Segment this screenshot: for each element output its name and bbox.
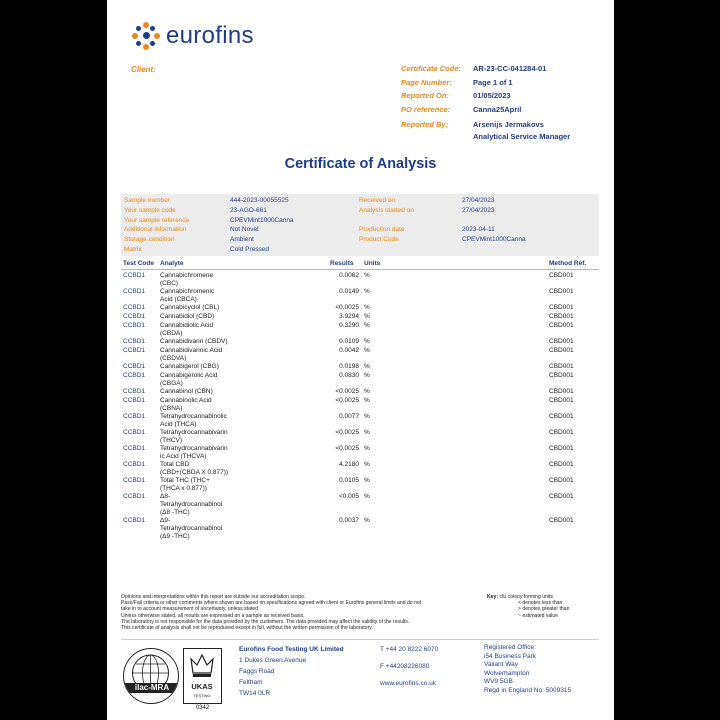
sample-label: Your sample reference bbox=[124, 216, 190, 224]
analyte-name bbox=[160, 461, 240, 477]
key-line: < denotes less than bbox=[518, 600, 563, 607]
analyte-line: Tetrahydrocannabinol bbox=[160, 501, 223, 508]
key-line: > denotes greater than bbox=[518, 606, 570, 613]
analyte-name bbox=[160, 413, 240, 429]
test-code: CCBD1 bbox=[123, 372, 146, 379]
analyte-line: Cannabigerolic Acid bbox=[160, 372, 218, 379]
sample-value: 444-2023-00055525 bbox=[230, 197, 289, 204]
key-line: ~ estimated value bbox=[518, 612, 559, 619]
disclaimer-line: This certificate of analysis shall not be reproduced except in full, without the written permission of the laboratory. bbox=[121, 625, 373, 632]
method-ref: CBD001 bbox=[549, 322, 574, 329]
analyte-name bbox=[160, 445, 240, 461]
sample-row bbox=[121, 226, 599, 235]
method-ref: CBD001 bbox=[549, 363, 574, 370]
result-unit: % bbox=[364, 388, 370, 395]
analyte-line: Cannabichromene bbox=[160, 272, 214, 279]
method-ref: CBD001 bbox=[549, 372, 574, 379]
result-value: 0.0198 bbox=[339, 363, 359, 370]
key-legend bbox=[487, 594, 597, 619]
result-value: 4.2180 bbox=[339, 461, 359, 468]
registered-line: WV9 5GB bbox=[484, 678, 513, 686]
sample-row bbox=[121, 207, 599, 216]
analyte-line: Acid (CBCA) bbox=[160, 296, 197, 303]
analyte-name bbox=[160, 372, 240, 388]
sample-row bbox=[121, 236, 599, 245]
phone-number: T +44 20 8222 6070 bbox=[380, 646, 439, 653]
method-ref: CBD001 bbox=[549, 445, 574, 452]
logo-text: eurofins bbox=[166, 22, 254, 49]
analyte-line: (Δ8 -THC) bbox=[160, 509, 190, 516]
sample-value: CPEVMint1000Canna bbox=[230, 216, 294, 224]
result-unit: % bbox=[364, 429, 370, 436]
analyte-line: Tetrahydrocannabinol bbox=[160, 525, 223, 532]
test-code: CCBD1 bbox=[123, 397, 146, 404]
address-line: TW14 0LR bbox=[239, 690, 271, 697]
result-value: 0.0109 bbox=[339, 338, 359, 345]
analyte-line: (CBD+(CBDA X 0.877)) bbox=[160, 469, 229, 476]
test-code: CCBD1 bbox=[123, 304, 146, 311]
analyte-line: Cannabidivarinic Acid bbox=[160, 347, 223, 354]
result-unit: % bbox=[364, 347, 370, 354]
reporter-role: Analytical Service Manager bbox=[473, 132, 571, 141]
result-unit: % bbox=[364, 363, 370, 370]
disclaimer-line: Opinions and interpretations within this report are outside our accreditation scope. bbox=[121, 594, 306, 600]
result-value: <0.005 bbox=[338, 493, 359, 500]
method-ref: CBD001 bbox=[549, 429, 574, 436]
address-line: Feltham bbox=[239, 679, 263, 686]
document-title: Certificate of Analysis bbox=[284, 156, 437, 172]
analyte-name bbox=[160, 338, 240, 346]
sample-value: 2023-04-11 bbox=[462, 226, 495, 234]
result-value: 0.0830 bbox=[339, 372, 359, 379]
col-method: Method Ref. bbox=[549, 260, 587, 267]
page-number: Page 1 of 1 bbox=[473, 78, 513, 87]
result-value: 0.0077 bbox=[339, 413, 359, 420]
analyte-name bbox=[160, 288, 240, 304]
result-unit: % bbox=[364, 413, 370, 420]
result-unit: % bbox=[364, 477, 370, 484]
registered-line: Wolverhampton bbox=[484, 669, 530, 677]
result-value: 0.3290 bbox=[339, 322, 359, 329]
ukas-sub: TESTING bbox=[193, 693, 211, 698]
result-value: <0.0025 bbox=[335, 397, 359, 404]
analyte-line: (CBDVA) bbox=[160, 355, 187, 362]
col-results: Results bbox=[330, 260, 354, 267]
analyte-name bbox=[160, 429, 240, 445]
test-code: CCBD1 bbox=[123, 347, 146, 354]
test-code: CCBD1 bbox=[123, 388, 146, 395]
meta-key: Reported On: bbox=[401, 91, 449, 100]
sample-label: Received on bbox=[359, 197, 396, 204]
method-ref: CBD001 bbox=[549, 313, 574, 320]
test-code: CCBD1 bbox=[123, 363, 146, 370]
eurofins-dots-icon bbox=[132, 22, 160, 50]
test-code: CCBD1 bbox=[123, 517, 146, 524]
analyte-name bbox=[160, 347, 240, 363]
analyte-line: (THCV) bbox=[160, 437, 183, 444]
company-address bbox=[239, 644, 344, 699]
meta-key: Page Number: bbox=[401, 78, 452, 87]
test-code: CCBD1 bbox=[123, 429, 146, 436]
analyte-name bbox=[160, 388, 240, 396]
sample-value: CPEVMint1000Canna bbox=[462, 236, 526, 244]
analyte-line: Δ8- bbox=[160, 493, 171, 500]
registered-line: i54 Business Park bbox=[484, 652, 537, 660]
test-code: CCBD1 bbox=[123, 461, 146, 468]
test-code: CCBD1 bbox=[123, 288, 146, 295]
col-units: Units bbox=[364, 260, 381, 267]
analyte-line: Cannabigerol (CBG) bbox=[160, 363, 219, 370]
result-value: 3.9294 bbox=[339, 313, 359, 320]
analyte-line: (Δ9 -THC) bbox=[160, 533, 190, 540]
analyte-line: Δ9- bbox=[160, 517, 171, 524]
method-ref: CBD001 bbox=[549, 397, 574, 404]
method-ref: CBD001 bbox=[549, 304, 574, 311]
meta-key: PO reference: bbox=[401, 105, 451, 114]
analyte-line: Cannabidivarin (CBDV) bbox=[160, 338, 228, 345]
sample-value: 23-AGO-661 bbox=[230, 206, 267, 214]
result-value: <0.0025 bbox=[335, 429, 359, 436]
result-unit: % bbox=[364, 517, 370, 524]
analyte-line: (CBDA) bbox=[160, 330, 183, 337]
col-analyte: Analyte bbox=[160, 260, 184, 267]
col-test-code: Test Code bbox=[123, 260, 154, 267]
sample-value: Not Novel bbox=[230, 226, 259, 234]
disclaimer-line: Unless otherwise stated, all results are expressed on a sample as received basis. bbox=[121, 612, 305, 619]
sample-value: 27/04/2023 bbox=[462, 197, 495, 204]
sample-row bbox=[121, 217, 599, 226]
result-unit: % bbox=[364, 445, 370, 452]
certificate-code: AR-23-CC-041284-01 bbox=[473, 64, 547, 73]
result-value: 0.0105 bbox=[339, 477, 359, 484]
method-ref: CBD001 bbox=[549, 288, 574, 295]
analyte-line: Cannabidiol (CBD) bbox=[160, 313, 215, 320]
method-ref: CBD001 bbox=[549, 272, 574, 279]
sample-info bbox=[121, 194, 599, 256]
analyte-line: (CBC) bbox=[160, 280, 179, 287]
ilac-text: ilac-MRA bbox=[124, 683, 179, 693]
method-ref: CBD001 bbox=[549, 517, 574, 524]
test-code: CCBD1 bbox=[123, 477, 146, 484]
registered-office bbox=[484, 644, 571, 696]
certificate-page bbox=[107, 0, 614, 720]
disclaimer-line: take in to account measurement of uncertainty, unless stated bbox=[121, 606, 258, 613]
po-reference: Canna25April bbox=[473, 105, 522, 114]
sample-value: Ambient bbox=[230, 236, 254, 244]
test-code: CCBD1 bbox=[123, 493, 146, 500]
analyte-line: Tetrahydrocannabivarin bbox=[160, 429, 228, 436]
analyte-name bbox=[160, 363, 240, 371]
result-unit: % bbox=[364, 461, 370, 468]
footer-divider bbox=[121, 639, 599, 640]
method-ref: CBD001 bbox=[549, 413, 574, 420]
analyte-name bbox=[160, 397, 240, 413]
result-unit: % bbox=[364, 288, 370, 295]
analyte-name bbox=[160, 272, 240, 288]
registered-line: Registered Office: bbox=[484, 644, 536, 651]
analyte-line: Acid (THCA) bbox=[160, 421, 197, 428]
sample-row bbox=[121, 197, 599, 206]
result-unit: % bbox=[364, 338, 370, 345]
test-code: CCBD1 bbox=[123, 413, 146, 420]
ukas-number: 0342 bbox=[195, 705, 210, 711]
analyte-line: Cannabinol (CBN) bbox=[160, 388, 213, 395]
result-value: <0.0025 bbox=[335, 388, 359, 395]
analyte-name bbox=[160, 322, 240, 338]
result-unit: % bbox=[364, 272, 370, 279]
meta-key: Reported By: bbox=[401, 120, 449, 129]
analyte-line: Total THC (THC+ bbox=[160, 477, 210, 484]
address-line: Faggs Road bbox=[239, 668, 275, 675]
ilac-mra-logo bbox=[123, 648, 179, 704]
test-code: CCBD1 bbox=[123, 322, 146, 329]
result-value: 0.0149 bbox=[339, 288, 359, 295]
analyte-line: (CBNA) bbox=[160, 405, 183, 412]
result-unit: % bbox=[364, 397, 370, 404]
crown-icon bbox=[184, 649, 220, 681]
analyte-line: Tetrahydrocannabivarin bbox=[160, 445, 228, 452]
result-value: 0.0042 bbox=[339, 347, 359, 354]
sample-label: Sample number bbox=[124, 197, 170, 204]
result-unit: % bbox=[364, 493, 370, 500]
address-line: 1 Dukes Green Avenue bbox=[239, 657, 307, 664]
reported-on: 01/05/2023 bbox=[473, 91, 511, 100]
analyte-name bbox=[160, 477, 240, 493]
result-unit: % bbox=[364, 372, 370, 379]
method-ref: CBD001 bbox=[549, 388, 574, 395]
sample-label: Analysis started on bbox=[359, 206, 414, 214]
method-ref: CBD001 bbox=[549, 347, 574, 354]
client-label: Client: bbox=[131, 65, 156, 74]
sample-row bbox=[121, 246, 599, 255]
test-code: CCBD1 bbox=[123, 313, 146, 320]
method-ref: CBD001 bbox=[549, 493, 574, 500]
sample-label: Additional information bbox=[124, 226, 187, 234]
test-code: CCBD1 bbox=[123, 272, 146, 279]
analyte-name bbox=[160, 313, 240, 321]
registered-line: Regd in England No: 5009315 bbox=[484, 686, 572, 694]
result-unit: % bbox=[364, 313, 370, 320]
disclaimer bbox=[121, 594, 483, 631]
website-link[interactable]: www.eurofins.co.uk bbox=[380, 680, 436, 687]
result-unit: % bbox=[364, 322, 370, 329]
sample-value: 27/04/2023 bbox=[462, 206, 495, 214]
result-value: <0.0025 bbox=[335, 304, 359, 311]
sample-label: Product Code bbox=[359, 236, 399, 244]
analyte-line: Cannabichromenic bbox=[160, 288, 215, 295]
company-name: Eurofins Food Testing UK Limited bbox=[239, 646, 344, 653]
results-table-header bbox=[121, 258, 599, 270]
sample-label: Storage condition bbox=[124, 236, 175, 244]
method-ref: CBD001 bbox=[549, 477, 574, 484]
analyte-name bbox=[160, 304, 240, 312]
meta-key: Certificate Code: bbox=[401, 64, 462, 73]
disclaimer-line: Pass/Fail criteria or other comments where shown are based on specifications agreed with client or Eurofins general limits and do not bbox=[121, 600, 422, 607]
result-value: 0.0062 bbox=[339, 272, 359, 279]
test-code: CCBD1 bbox=[123, 445, 146, 452]
analyte-line: Cannabicyclol (CBL) bbox=[160, 304, 220, 311]
method-ref: CBD001 bbox=[549, 338, 574, 345]
result-value: 0.0037 bbox=[339, 517, 359, 524]
sample-label: Production date bbox=[359, 226, 405, 234]
analyte-line: Total CBD bbox=[160, 461, 190, 468]
fax-number: F +44208226080 bbox=[380, 663, 430, 670]
method-ref: CBD001 bbox=[549, 461, 574, 468]
key-line: cfu colony forming units bbox=[499, 594, 553, 600]
sample-label: Your sample code bbox=[124, 206, 176, 214]
analyte-line: (THCA x 0.877)) bbox=[160, 485, 207, 492]
sample-label: Matrix bbox=[124, 246, 142, 253]
disclaimer-line: The laboratory is not responsible for the data provided by the customers. The data provided may affect the validity of the results. bbox=[121, 618, 410, 625]
key-title: Key: bbox=[487, 594, 499, 600]
sample-value: Cold Pressed bbox=[230, 246, 270, 253]
test-code: CCBD1 bbox=[123, 338, 146, 345]
ukas-text: UKAS bbox=[191, 682, 213, 691]
reported-by: Arsenijs Jermakovs bbox=[473, 120, 544, 129]
analyte-line: Cannabinolic Acid bbox=[160, 397, 212, 404]
result-value: <0.0025 bbox=[335, 445, 359, 452]
result-unit: % bbox=[364, 304, 370, 311]
registered-line: Valiant Way bbox=[484, 661, 518, 669]
eurofins-logo bbox=[132, 20, 254, 52]
analyte-line: (CBGA) bbox=[160, 380, 183, 387]
analyte-line: ic Acid (THCVA) bbox=[160, 453, 207, 460]
contact-info bbox=[380, 644, 438, 689]
analyte-line: Tetrahydrocannabinolic bbox=[160, 413, 227, 420]
ukas-logo bbox=[183, 648, 222, 704]
globe-icon bbox=[124, 649, 177, 683]
analyte-name bbox=[160, 517, 240, 541]
analyte-line: Cannabidiolic Acid bbox=[160, 322, 214, 329]
analyte-name bbox=[160, 493, 240, 517]
